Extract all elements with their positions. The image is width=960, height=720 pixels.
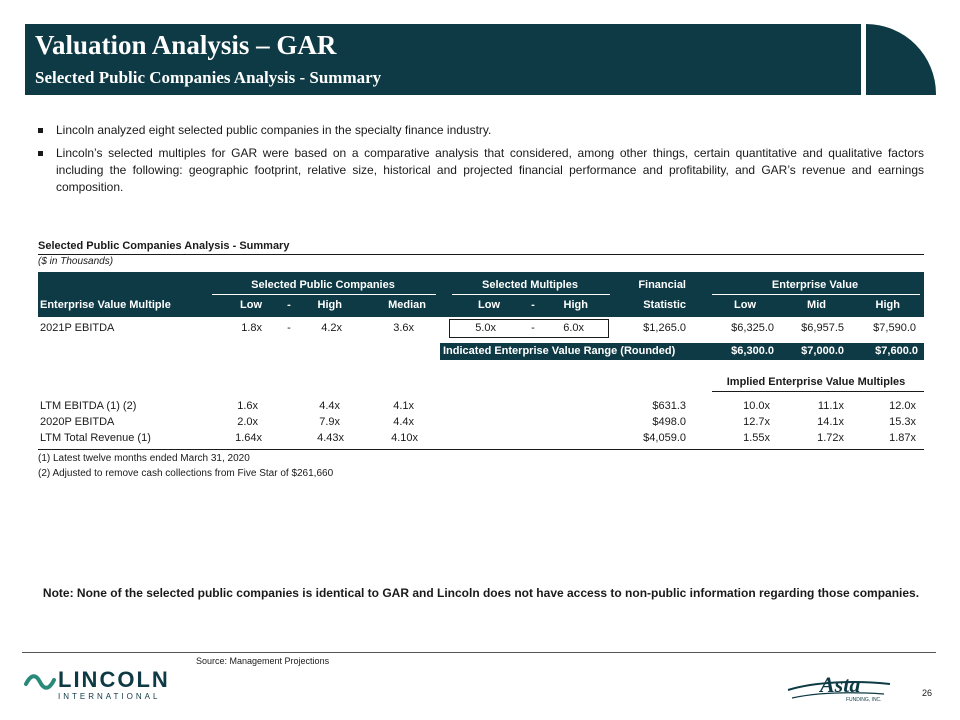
lincoln-logo-text: LINCOLN [58,667,170,692]
table-bottom-rule [38,449,924,450]
bullet-square-icon [38,151,43,156]
table-title-rule [38,254,924,255]
group-header-selected-multiples: Selected Multiples [482,279,578,291]
implied-row-pc-high: 7.9x [319,416,340,428]
footnote: (1) Latest twelve months ended March 31, 2020 [38,453,250,464]
footer-rule [22,652,936,653]
main-row-statistic: $1,265.0 [643,322,686,334]
lincoln-logo-subtext: INTERNATIONAL [58,692,161,701]
bullet-text: Lincoln analyzed eight selected public companies in the specialty finance industry. [56,123,492,137]
footnote: (2) Adjusted to remove cash collections from Five Star of $261,660 [38,468,334,479]
col-header-ev-high: High [875,299,900,311]
implied-row-pc-low: 2.0x [237,416,258,428]
range-row-high: $7,600.0 [875,345,918,357]
page-subtitle: Selected Public Companies Analysis - Summary [35,68,382,87]
implied-row-mid: 11.1x [817,400,844,412]
bullet-square-icon [38,128,43,133]
implied-row-low: 10.0x [743,400,770,412]
col-header-pc-median: Median [388,299,426,311]
implied-row-statistic: $4,059.0 [643,432,686,444]
source-note: Source: Management Projections [196,656,330,666]
main-row-ev-mid: $6,957.5 [801,322,844,334]
implied-row-pc-high: 4.43x [317,432,344,444]
implied-row-label: LTM EBITDA (1) (2) [40,400,137,412]
implied-row-pc-low: 1.6x [237,400,258,412]
implied-row-pc-high: 4.4x [319,400,340,412]
col-header-row-label: Enterprise Value Multiple [40,299,171,311]
col-header-ev-low: Low [734,299,756,311]
group-header-financial: Financial [638,279,686,291]
implied-row-pc-median: 4.1x [393,400,414,412]
page-number: 26 [922,688,933,698]
implied-row-mid: 14.1x [817,416,844,428]
col-header-sm-low: Low [478,299,500,311]
main-row-label: 2021P EBITDA [40,322,115,334]
range-row-mid: $7,000.0 [801,345,844,357]
implied-row-label: 2020P EBITDA [40,416,115,428]
group-header-rule [212,294,436,295]
col-header-ev-mid: Mid [807,299,826,311]
implied-row-pc-median: 4.4x [393,416,414,428]
table-title: Selected Public Companies Analysis - Summary [38,240,290,252]
main-row-sm-high: 6.0x [563,322,584,334]
group-header-rule [712,294,920,295]
group-header-public-companies: Selected Public Companies [251,279,395,291]
title-decoration [866,24,936,95]
implied-row-high: 15.3x [889,416,916,428]
col-header-pc-dash: - [287,299,291,311]
main-row-pc-high: 4.2x [321,322,342,334]
implied-row-low: 1.55x [743,432,770,444]
bullet-list [38,122,924,202]
main-row-sm-low: 5.0x [475,322,496,334]
disclaimer-note: Note: None of the selected public companies is identical to GAR and Lincoln does not have access to non-public information regarding those companies. [42,586,920,600]
main-row-pc-low: 1.8x [241,322,262,334]
bullet-text: Lincoln’s selected multiples for GAR were based on a comparative analysis that considered, among other things, certain quantitative and qualitative factors including the following: geographic footprint, relative size, historical and projected financial performance and profitability, and GAR’s revenue and earnings composition. [56,146,924,194]
implied-row-high: 1.87x [889,432,916,444]
group-header-enterprise-value: Enterprise Value [771,279,859,291]
range-row-low: $6,300.0 [731,345,774,357]
main-row-ev-low: $6,325.0 [731,322,774,334]
bullet-item [38,145,924,196]
group-header-rule [452,294,610,295]
asta-logo [784,668,894,708]
bullet-item [38,122,924,139]
table-units: ($ in Thousands) [38,256,114,267]
asta-logo-text: Asta [820,672,861,697]
main-row-pc-median: 3.6x [393,322,414,334]
implied-row-mid: 1.72x [817,432,844,444]
col-header-pc-low: Low [240,299,262,311]
main-row-sm-dash: - [531,322,535,334]
page-title: Valuation Analysis – GAR [35,30,337,60]
lincoln-logo [24,667,174,703]
col-header-pc-high: High [317,299,342,311]
main-row-pc-dash: - [287,322,291,334]
range-row-label: Indicated Enterprise Value Range (Rounded) [443,345,676,357]
lincoln-wave-icon [24,670,56,694]
col-header-sm-dash: - [531,299,535,311]
implied-row-low: 12.7x [743,416,770,428]
implied-multiples-header: Implied Enterprise Value Multiples [726,376,906,388]
col-header-statistic: Statistic [643,299,686,311]
implied-row-high: 12.0x [889,400,916,412]
implied-row-pc-median: 4.10x [391,432,418,444]
implied-multiples-rule [712,391,924,392]
asta-logo-subtext: FUNDING, INC. [846,697,882,703]
implied-row-statistic: $631.3 [652,400,686,412]
implied-row-pc-low: 1.64x [235,432,262,444]
main-row-ev-high: $7,590.0 [873,322,916,334]
implied-row-statistic: $498.0 [652,416,686,428]
implied-row-label: LTM Total Revenue (1) [40,432,151,444]
title-bar [25,24,861,95]
col-header-sm-high: High [563,299,588,311]
